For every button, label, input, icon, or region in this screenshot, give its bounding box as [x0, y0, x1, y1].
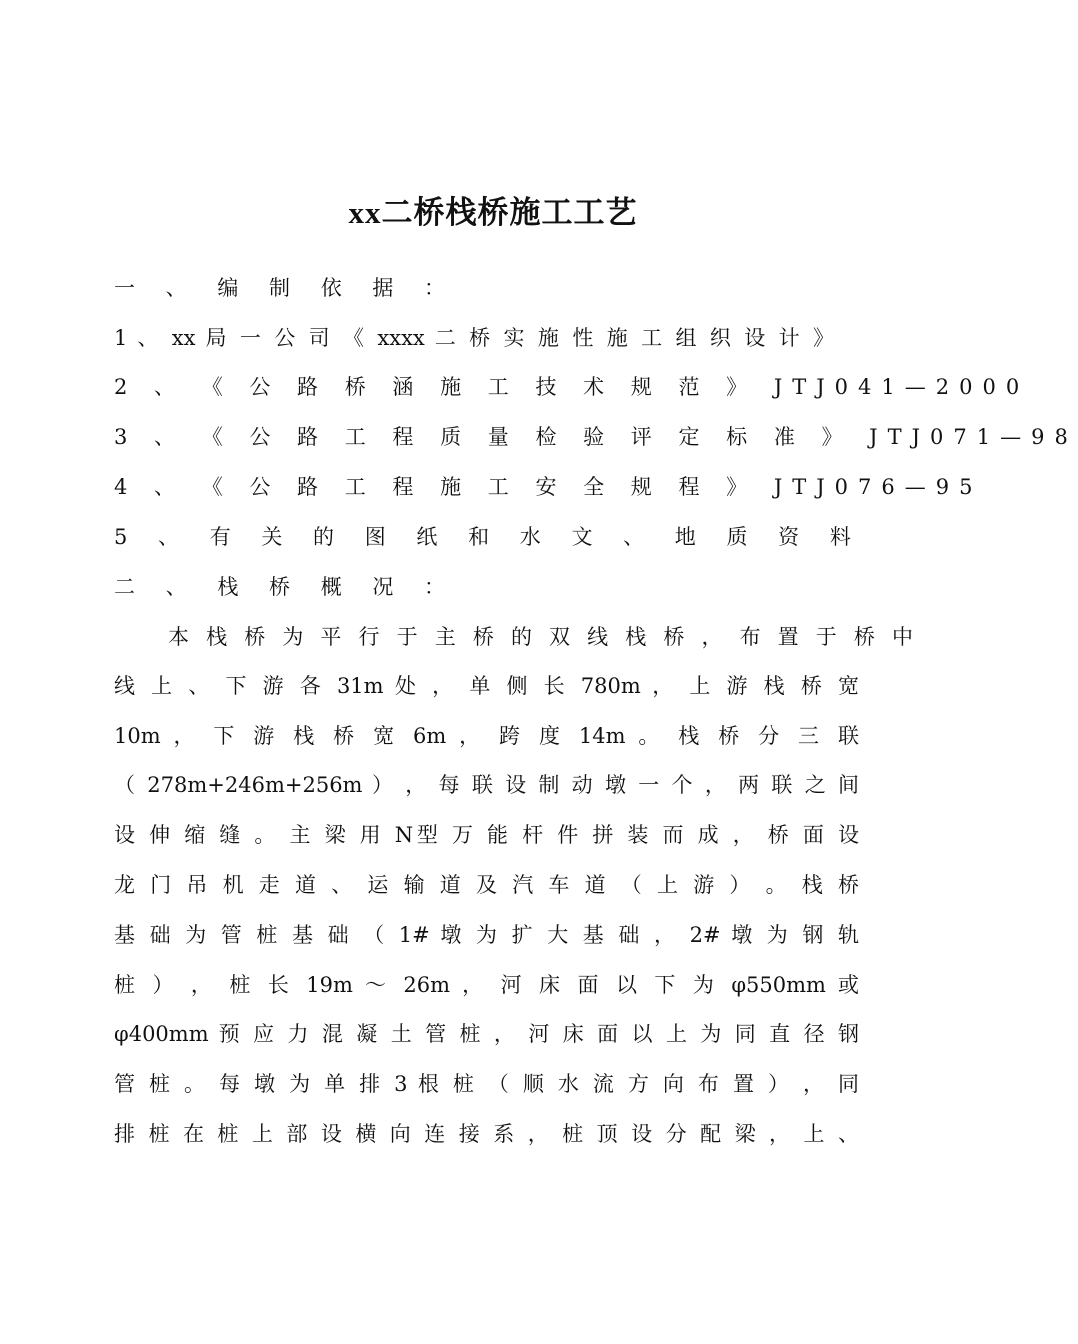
basis-item-2: 2 、 《 公 路 桥 涵 施 工 技 术 规 范 》 JTJ041—2000 [114, 375, 1030, 399]
overview-line-2: 线 上 、 下 游 各 31m 处 ， 单 侧 长 780m ， 上 游 栈 桥 宽 [114, 674, 859, 698]
overview-line-11: 排 桩 在 桩 上 部 设 横 向 连 接 系 ， 桩 顶 设 分 配 梁 ， 上 、 [114, 1122, 859, 1146]
overview-line-5: 设 伸 缩 缝 。 主 梁 用 N型 万 能 杆 件 拼 装 而 成 ， 桥 面 设 [114, 823, 859, 847]
overview-line-3: 10m ， 下 游 栈 桥 宽 6m ， 跨 度 14m 。 栈 桥 分 三 联 [114, 724, 859, 748]
basis-item-4: 4 、 《 公 路 工 程 施 工 安 全 规 程 》 JTJ076—95 [114, 475, 983, 499]
basis-item-1: 1 、 xx 局 一 公 司 《 xxxx 二 桥 实 施 性 施 工 组 织 设 计 》 [114, 326, 834, 350]
basis-item-3: 3 、 《 公 路 工 程 质 量 检 验 评 定 标 准 》 JTJ071—98 [114, 425, 1078, 449]
document-title: xx二桥栈桥施工工艺 [348, 194, 638, 230]
overview-line-8: 桩 ） ， 桩 长 19m ～ 26m ， 河 床 面 以 下 为 φ550mm 或 [114, 973, 859, 997]
basis-item-5: 5 、 有 关 的 图 纸 和 水 文 、 地 质 资 料 [114, 525, 863, 549]
overview-line-1: 本 栈 桥 为 平 行 于 主 桥 的 双 线 栈 桥 ， 布 置 于 桥 中 [168, 625, 913, 649]
overview-line-9: φ400mm 预 应 力 混 凝 土 管 桩 ， 河 床 面 以 上 为 同 直 径 钢 [114, 1022, 859, 1046]
overview-line-4: （ 278m+246m+256m ） ， 每 联 设 制 动 墩 一 个 ， 两 联 之 间 [114, 773, 859, 797]
overview-line-10: 管 桩 。 每 墩 为 单 排 3 根 桩 （ 顺 水 流 方 向 布 置 ） ， 同 [114, 1072, 859, 1096]
section-heading-overview: 二 、 栈 桥 概 况 ： [114, 575, 458, 599]
section-heading-basis: 一 、 编 制 依 据 ： [114, 276, 458, 300]
overview-line-6: 龙 门 吊 机 走 道 、 运 输 道 及 汽 车 道 （ 上 游 ） 。 栈 桥 [114, 873, 859, 897]
overview-line-7: 基 础 为 管 桩 基 础 （ 1# 墩 为 扩 大 基 础 ， 2# 墩 为 钢 轨 [114, 923, 859, 947]
